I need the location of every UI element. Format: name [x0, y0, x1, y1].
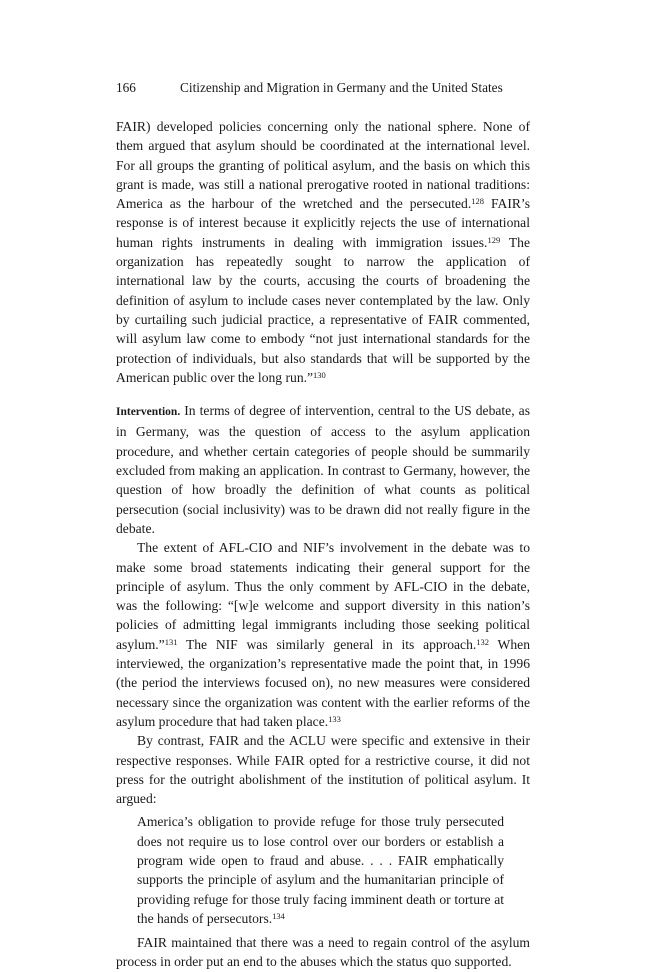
- running-header: [116, 79, 532, 97]
- paragraph-asylum-national: [116, 117, 530, 387]
- text-run: In terms of degree of intervention, central to the US debate, as in Germany, was the question of access to the asylum application procedure, and whether certain categories of people should be summarily excluded from making an application. In contrast to Germany, however, the question of how broadly the definition of what counts as political persecution (social inclusivity) was to be drawn did not really figure in the debate.: [116, 403, 530, 536]
- text-run: The extent of AFL-CIO and NIF’s involvement in the debate was to make some broad statements indicating their general support for the principle of asylum. Thus the only comment by AFL-CIO in the debate, was the following: “[w]e welcome and support diversity in this nation’s policies of admitting legal immigrants including those seeking political asylum.”: [116, 540, 530, 652]
- text-run: FAIR maintained that there was a need to regain control of the asylum process in order put an end to the abuses which the status quo supported.: [116, 935, 530, 970]
- section-heading-intervention: Intervention.: [116, 406, 181, 419]
- text-run: By contrast, FAIR and the ACLU were specific and extensive in their respective responses. While FAIR opted for a restrictive course, it did not press for the outright abolishment of the institution of political asylum. It argued:: [116, 733, 530, 807]
- running-title: Citizenship and Migration in Germany and the United States: [180, 80, 503, 95]
- footnote-ref: 132: [476, 636, 490, 647]
- paragraph-fair-control: [116, 933, 530, 972]
- page-number: 166: [116, 80, 136, 95]
- footnote-ref: 131: [164, 636, 178, 647]
- text-run: FAIR) developed policies concerning only the national sphere. None of them argued that asylum should be coordinated at the international level. For all groups the granting of political asylum, and the basis on which this grant is made, was still a national prerogative rooted in national traditions: America as the harbour of the wretched and the persecuted.: [116, 119, 530, 212]
- paragraph-afl-cio-nif: [116, 538, 530, 731]
- footnote-ref: 129: [487, 234, 501, 245]
- text-run: The organization has repeatedly sought to narrow the application of international law by the courts, accusing the courts of broadening the definition of asylum to include cases never contemplated by the law. Only by curtailing such judicial practice, a representative of FAIR commented, will asylum law come to embody “not just international standards for the protection of individuals, but also standards that will be supported by the American public over the long run.”: [116, 234, 530, 385]
- paragraph-fair-aclu: [116, 731, 530, 808]
- block-quote-fair: [137, 812, 504, 928]
- footnote-ref: 134: [272, 910, 285, 921]
- paragraph-intervention: [116, 401, 530, 538]
- footnote-ref: 133: [328, 713, 341, 724]
- text-run: America’s obligation to provide refuge for those truly persecuted does not require us to lose control over our borders or establish a program wide open to fraud and abuse. . . . FAIR emphatically supports the principle of asylum and the humanitarian principle of providing refuge for those truly facing imminent death or torture at the hands of persecutors.: [137, 814, 504, 926]
- footnote-ref: 130: [313, 369, 326, 380]
- text-run: When interviewed, the organization’s representative made the point that, in 1996 (the period the interviews focused on), no new measures were considered necessary since the organization was content with the earlier reforms of the asylum procedure that had taken place.: [116, 636, 530, 729]
- footnote-ref: 128: [471, 196, 484, 207]
- text-run: FAIR’s response is of interest because it explicitly rejects the use of international human rights instruments in dealing with immigration issues.: [116, 196, 530, 250]
- body-text: [116, 117, 530, 972]
- text-run: The NIF was similarly general in its approach.: [177, 636, 477, 652]
